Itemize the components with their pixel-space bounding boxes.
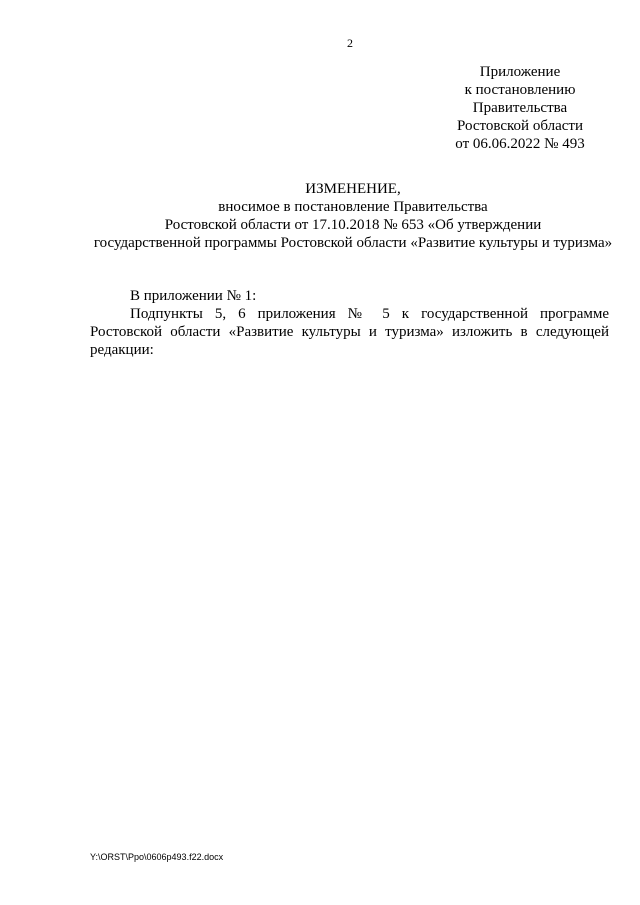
page-number: 2	[347, 36, 353, 50]
title-line: государственной программы Ростовской области «Развитие культуры и туризма»	[93, 235, 613, 251]
appendix-date-number: от 06.06.2022 № 493	[455, 136, 585, 152]
appendix-line: Приложение	[479, 64, 561, 80]
appendix-line: к постановлению	[464, 82, 576, 98]
body-paragraph: Подпункты 5, 6 приложения № 5 к государственной программе Ростовской области «Развитие культуры и туризма» изложить в следующей редакции:	[90, 306, 609, 358]
body-intro: В приложении № 1:	[130, 288, 257, 304]
title-line: вносимое в постановление Правительства	[218, 199, 488, 215]
title-heading: ИЗМЕНЕНИЕ,	[305, 181, 401, 197]
appendix-header	[440, 63, 600, 153]
appendix-line: Ростовской области	[457, 118, 583, 134]
appendix-line: Правительства	[472, 100, 568, 116]
title-line: Ростовской области от 17.10.2018 № 653 «Об утверждении	[164, 217, 542, 233]
document-title	[78, 180, 628, 252]
document-body	[90, 287, 609, 359]
footer-file-path: Y:\ORST\Ppo\0606p493.f22.docx	[90, 852, 224, 862]
